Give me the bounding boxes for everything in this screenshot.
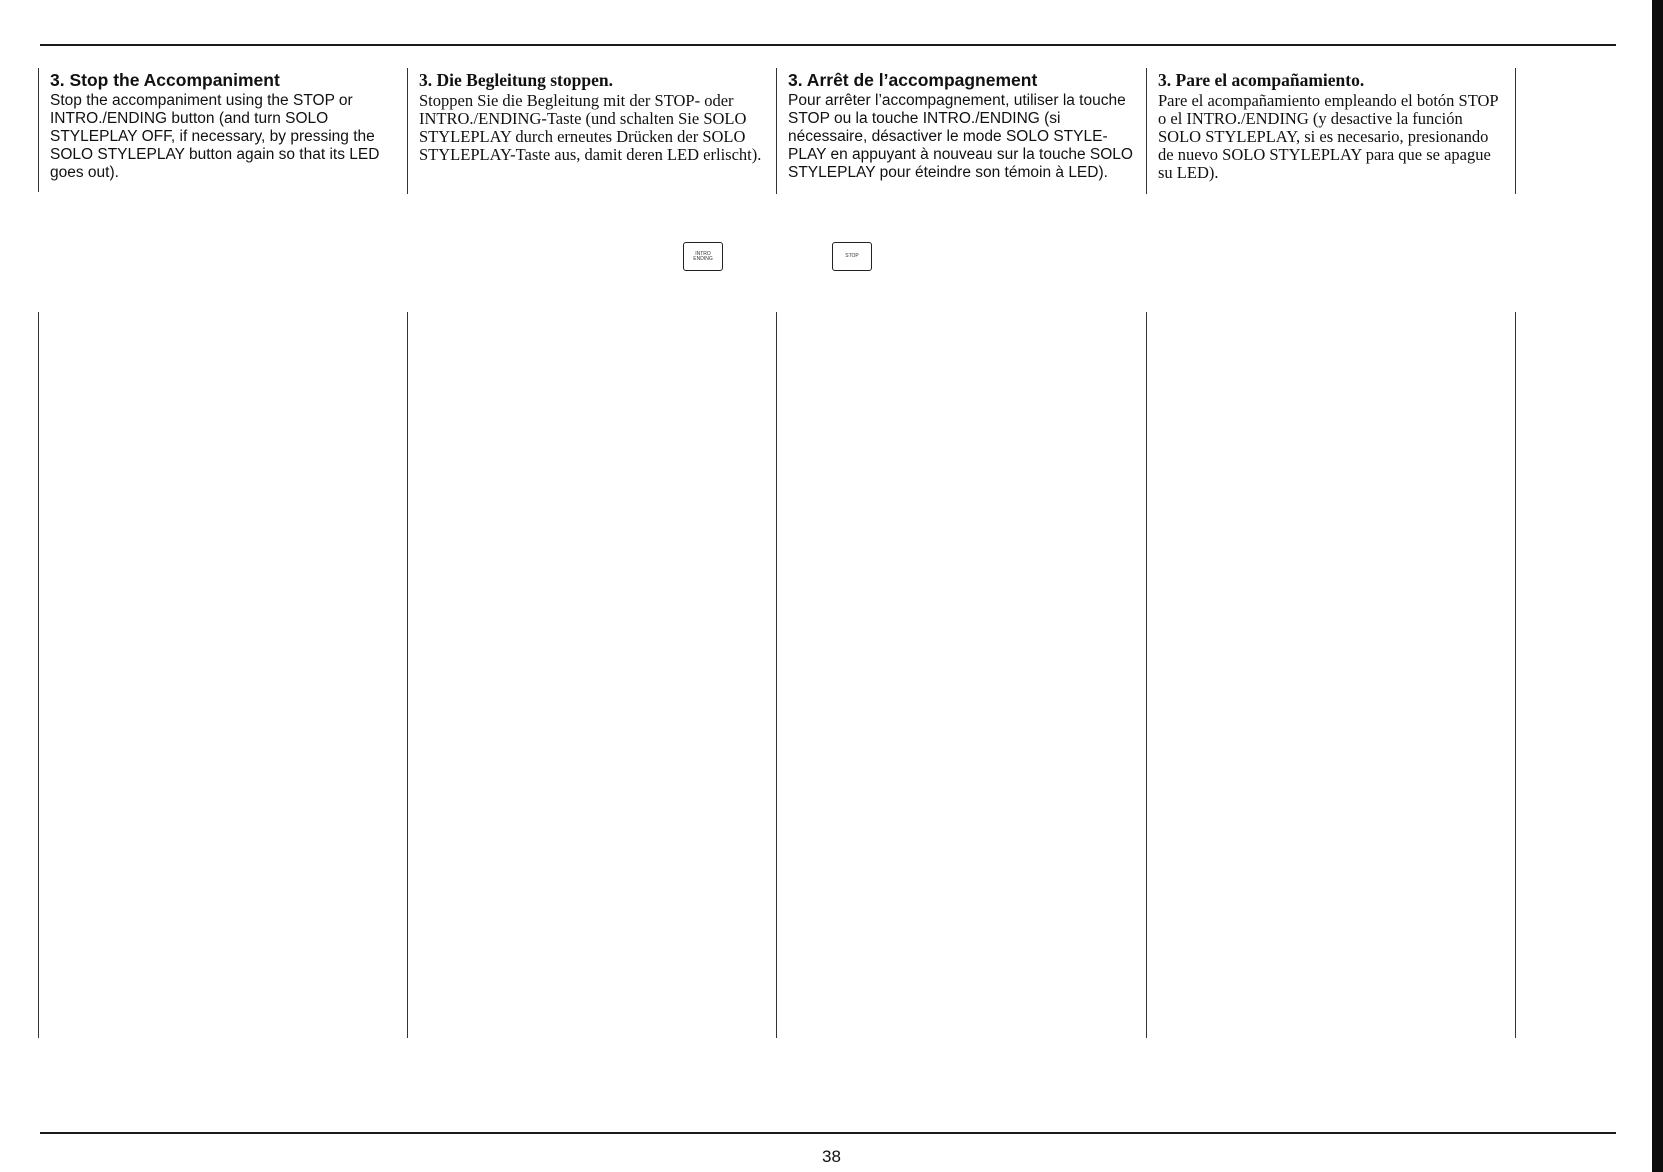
section-heading: 3. Pare el acompañamiento. bbox=[1158, 70, 1365, 90]
section-german bbox=[419, 70, 771, 164]
top-rule bbox=[40, 44, 1616, 46]
column-divider bbox=[407, 312, 408, 1038]
section-body: Pour arrêter l’accompagnement, utiliser la touche STOP ou la touche INTRO./ENDING (si nécessaire, désactiver le mode SOLO STYLE-PLAY en appuyant à nouveau sur la touche SOLO STYLEPLAY pour éteindre son témoin à LED). bbox=[788, 92, 1133, 181]
section-body: Pare el acompañamiento empleando el botón STOP o el INTRO./ENDING (y desactive la función SOLO STYLEPLAY, si es necesario, presionando de nuevo SOLO STYLEPLAY para que se apague su LED). bbox=[1158, 91, 1498, 182]
column-divider bbox=[776, 312, 777, 1038]
column-divider bbox=[776, 68, 777, 194]
section-heading: 3. Stop the Accompaniment bbox=[50, 70, 280, 90]
button-label: INTRO bbox=[695, 250, 711, 257]
column-divider bbox=[38, 312, 39, 1038]
intro-ending-button-illustration bbox=[683, 242, 723, 271]
section-spanish bbox=[1158, 70, 1498, 182]
column-divider bbox=[1146, 68, 1147, 194]
section-heading: 3. Arrêt de l’accompagnement bbox=[788, 70, 1038, 90]
scan-edge-bar bbox=[1652, 0, 1663, 1172]
stop-button-illustration bbox=[832, 242, 872, 271]
section-body: Stop the accompaniment using the STOP or INTRO./ENDING button (and turn SOLO STYLEPLAY OFF, if necessary, by pressing the SOLO STYLEPLAY button again so that its LED goes out). bbox=[50, 92, 380, 181]
column-divider bbox=[38, 68, 39, 192]
column-divider bbox=[407, 68, 408, 194]
column-divider bbox=[1515, 312, 1516, 1038]
section-french bbox=[788, 70, 1140, 182]
section-heading: 3. Die Begleitung stoppen. bbox=[419, 70, 613, 90]
bottom-rule bbox=[40, 1132, 1616, 1134]
button-label: ENDING bbox=[693, 255, 713, 262]
column-divider bbox=[1146, 312, 1147, 1038]
button-label: STOP bbox=[845, 253, 859, 259]
page-number: 38 bbox=[822, 1147, 841, 1166]
column-divider bbox=[1515, 68, 1516, 194]
section-body: Stoppen Sie die Begleitung mit der STOP- oder INTRO./ENDING-Taste (und schalten Sie SOLO STYLEPLAY durch erneutes Drücken der SOLO STYLEPLAY-Taste aus, damit deren LED erlischt). bbox=[419, 91, 762, 164]
section-english bbox=[50, 70, 402, 182]
